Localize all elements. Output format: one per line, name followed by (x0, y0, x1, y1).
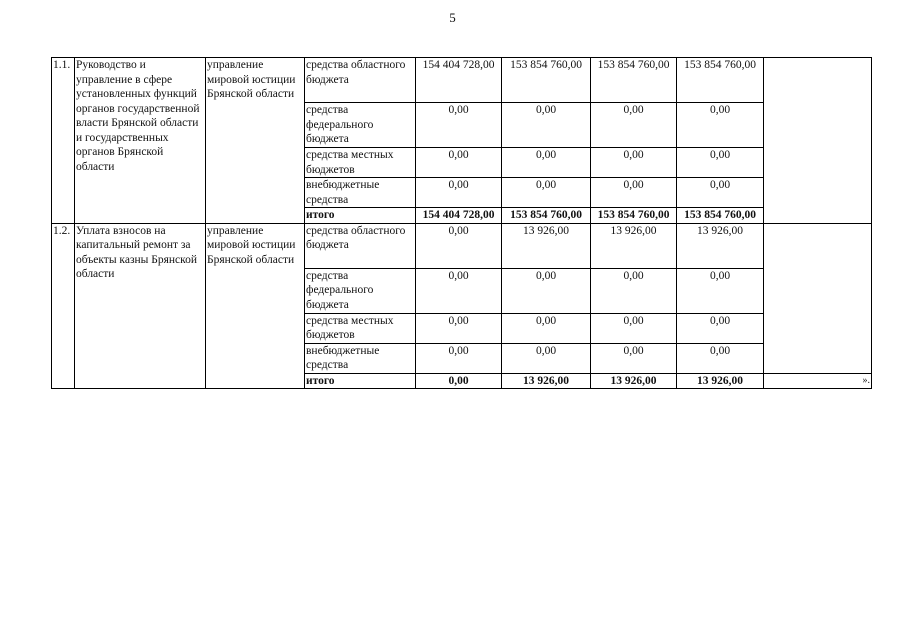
total-amount: 153 854 760,00 (677, 208, 764, 224)
amount-cell: 0,00 (591, 178, 677, 208)
amount-cell: 0,00 (502, 148, 591, 178)
amount-cell: 153 854 760,00 (591, 58, 677, 103)
amount-cell: 0,00 (591, 103, 677, 148)
activity-name: Руководство и управление в сфере установленных функций органов государственной власти Брянской области и государственных органов Брянской области (75, 58, 206, 224)
funding-source: средства областного бюджета (305, 223, 416, 268)
amount-cell: 0,00 (502, 178, 591, 208)
amount-cell: 0,00 (416, 178, 502, 208)
amount-cell: 153 854 760,00 (677, 58, 764, 103)
total-amount: 154 404 728,00 (416, 208, 502, 224)
funding-source: средства местных бюджетов (305, 148, 416, 178)
amount-cell: 13 926,00 (591, 223, 677, 268)
total-amount: 0,00 (416, 373, 502, 389)
amount-cell: 0,00 (677, 148, 764, 178)
amount-cell: 0,00 (502, 313, 591, 343)
amount-cell: 13 926,00 (677, 223, 764, 268)
amount-cell: 0,00 (677, 103, 764, 148)
total-amount: 13 926,00 (677, 373, 764, 389)
budget-table (51, 57, 872, 389)
funding-source: средства федерального бюджета (305, 268, 416, 313)
amount-cell: 0,00 (502, 103, 591, 148)
amount-cell: 0,00 (677, 268, 764, 313)
amount-cell: 0,00 (416, 268, 502, 313)
amount-cell: 0,00 (502, 343, 591, 373)
amount-cell: 0,00 (677, 343, 764, 373)
executor: управление мировой юстиции Брянской области (206, 58, 305, 224)
total-label: итого (305, 373, 416, 389)
amount-cell: 0,00 (416, 103, 502, 148)
amount-cell: 0,00 (591, 313, 677, 343)
amount-cell: 154 404 728,00 (416, 58, 502, 103)
amount-cell: 0,00 (416, 343, 502, 373)
total-amount: 153 854 760,00 (591, 208, 677, 224)
amount-cell: 0,00 (416, 223, 502, 268)
amount-cell: 0,00 (677, 178, 764, 208)
amount-cell: 0,00 (591, 343, 677, 373)
funding-source: внебюджетные средства (305, 178, 416, 208)
table-row (52, 223, 872, 268)
amount-cell: 0,00 (416, 148, 502, 178)
funding-source: внебюджетные средства (305, 343, 416, 373)
amount-cell: 153 854 760,00 (502, 58, 591, 103)
row-number: 1.2. (52, 223, 75, 389)
total-amount: 13 926,00 (502, 373, 591, 389)
page-number: 5 (449, 10, 456, 25)
amount-cell: 0,00 (677, 313, 764, 343)
closing-quote-mark: ». (764, 373, 872, 389)
amount-cell: 0,00 (502, 268, 591, 313)
row-number: 1.1. (52, 58, 75, 224)
executor: управление мировой юстиции Брянской области (206, 223, 305, 389)
total-amount: 153 854 760,00 (502, 208, 591, 224)
amount-cell: 0,00 (416, 313, 502, 343)
amount-cell: 0,00 (591, 148, 677, 178)
amount-cell: 13 926,00 (502, 223, 591, 268)
total-amount: 13 926,00 (591, 373, 677, 389)
total-label: итого (305, 208, 416, 224)
activity-name: Уплата взносов на капитальный ремонт за объекты казны Брянской области (75, 223, 206, 389)
amount-cell: 0,00 (591, 268, 677, 313)
notes-cell (764, 58, 872, 224)
table-row (52, 58, 872, 103)
funding-source: средства местных бюджетов (305, 313, 416, 343)
notes-cell (764, 223, 872, 373)
funding-source: средства федерального бюджета (305, 103, 416, 148)
funding-source: средства областного бюджета (305, 58, 416, 103)
